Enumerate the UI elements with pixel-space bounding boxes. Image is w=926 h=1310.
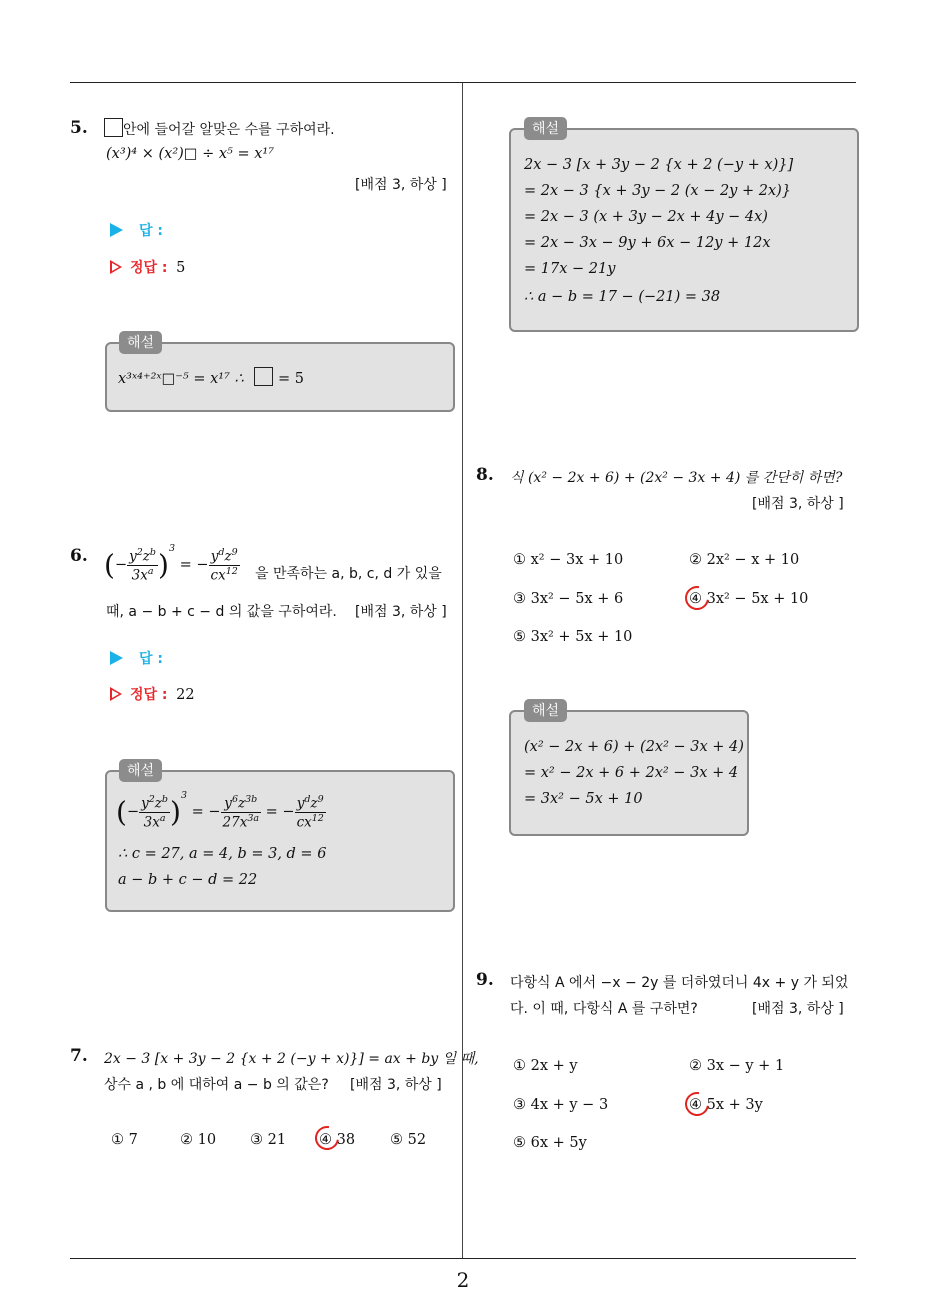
q7-choice-5[interactable]: ⑤ 52	[390, 1132, 427, 1148]
q5-solution-line: x³ˣ⁴⁺²ˣ□⁻⁵ = x¹⁷ ∴ = 5	[118, 367, 304, 387]
q6-equation: (− $\frac{y^2z^b}{3x^a}$ )$^3$ = − $\frac{y^dz^9}{cx^{12}}$	[104, 543, 238, 583]
q9-choice-1[interactable]: ① 2x + y	[513, 1058, 578, 1074]
q8-choice-1[interactable]: ① x² − 3x + 10	[513, 552, 624, 568]
q7-solution-line3: = 2x − 3 (x + 3y − 2x + 4y − 4x)	[524, 209, 768, 225]
bottom-rule	[70, 1258, 856, 1259]
selected-mark-icon	[310, 1121, 343, 1154]
q5-correct-row	[110, 257, 185, 277]
q5-score: [배점 3, 하상 ]	[355, 177, 447, 193]
q7-text1: 2x − 3 [x + 3y − 2 {x + 2 (−y + x)}] = ax + by 일 때,	[104, 1051, 479, 1067]
q9-score: [배점 3, 하상 ]	[752, 1001, 844, 1017]
play-arrow-icon	[110, 223, 123, 237]
q7-choice-1[interactable]: ① 7	[111, 1132, 138, 1148]
q7-solution-line5: = 17x − 21y	[524, 261, 616, 277]
q6-solution-tag: 해설	[119, 759, 162, 782]
q7-solution-line6: ∴ a − b = 17 − (−21) = 38	[524, 289, 721, 305]
q7-score: [배점 3, 하상 ]	[350, 1077, 442, 1093]
q9-choice-3[interactable]: ③ 4x + y − 3	[513, 1097, 609, 1113]
outline-arrow-icon	[110, 687, 122, 701]
q5-solution-tag: 해설	[119, 331, 162, 354]
q6-answer-row	[110, 648, 163, 668]
q7-solution-line2: = 2x − 3 {x + 3y − 2 (x − 2y + 2x)}	[524, 183, 792, 199]
q7-number: 7.	[70, 1046, 88, 1066]
blank-box-icon	[104, 118, 123, 137]
selected-mark-icon	[680, 581, 713, 614]
q7-choice-3[interactable]: ③ 21	[250, 1132, 287, 1148]
q7-solution-line4: = 2x − 3x − 9y + 6x − 12y + 12x	[524, 235, 771, 251]
q8-solution-line2: = x² − 2x + 6 + 2x² − 3x + 4	[524, 765, 739, 781]
q8-choice-2[interactable]: ② 2x² − x + 10	[689, 552, 800, 568]
q9-number: 9.	[476, 970, 494, 990]
q9-choice-5[interactable]: ⑤ 6x + 5y	[513, 1135, 587, 1151]
q6-text1: 을 만족하는 a, b, c, d 가 있을	[255, 566, 442, 582]
q5-question	[104, 118, 335, 139]
q7-choice-2[interactable]: ② 10	[180, 1132, 217, 1148]
q5-correct-value: 5	[176, 260, 186, 276]
blank-box-icon	[254, 367, 273, 386]
q7-solution-tag: 해설	[524, 117, 567, 140]
q7-choice-4[interactable]: ④ 38	[319, 1132, 356, 1148]
q8-solution-line1: (x² − 2x + 6) + (2x² − 3x + 4)	[524, 739, 744, 755]
q8-number: 8.	[476, 465, 494, 485]
q8-score: [배점 3, 하상 ]	[752, 496, 844, 512]
q6-correct-label: 정답 :	[130, 687, 168, 703]
q8-choice-4[interactable]: ④ 3x² − 5x + 10	[689, 591, 809, 607]
selected-mark-icon	[680, 1087, 713, 1120]
q8-choice-3[interactable]: ③ 3x² − 5x + 6	[513, 591, 624, 607]
outline-arrow-icon	[110, 260, 122, 274]
page-number: 2	[456, 1268, 470, 1292]
q6-answer-label: 답 :	[139, 651, 163, 667]
q6-text2: 때, a − b + c − d 의 값을 구하여라.	[106, 604, 337, 620]
q7-solution-line1: 2x − 3 [x + 3y − 2 {x + 2 (−y + x)}]	[524, 157, 794, 173]
q9-choice-4[interactable]: ④ 5x + 3y	[689, 1097, 763, 1113]
q6-correct-row	[110, 684, 195, 704]
q6-number: 6.	[70, 546, 88, 566]
q9-text2: 다. 이 때, 다항식 A 를 구하면?	[510, 1001, 698, 1017]
q8-text: 식 (x² − 2x + 6) + (2x² − 3x + 4) 를 간단히 하면?	[510, 470, 843, 486]
q5-answer-row	[110, 220, 163, 240]
top-rule	[70, 82, 856, 83]
q5-equation: (x³)⁴ × (x²)□ ÷ x⁵ = x¹⁷	[106, 146, 275, 162]
q7-text2: 상수 a , b 에 대하여 a − b 의 값은?	[104, 1077, 329, 1093]
q9-text1: 다항식 A 에서 −x − 2y 를 더하였더니 4x + y 가 되었	[510, 975, 849, 991]
q8-solution-line3: = 3x² − 5x + 10	[524, 791, 643, 807]
q6-solution-line1: (− $\frac{y^2z^b}{3x^a}$ )$^3$ = − $\frac{y^6z^{3b}}{27x^{3a}}$ = − $\frac{y^dz^9}{cx^{12}}$	[116, 790, 324, 830]
q5-text: 안에 들어갈 알맞은 수를 구하여라.	[123, 122, 335, 138]
q5-correct-label: 정답 :	[130, 260, 168, 276]
q6-solution-line3: a − b + c − d = 22	[118, 872, 258, 888]
play-arrow-icon	[110, 651, 123, 665]
q6-solution-line2: ∴ c = 27, a = 4, b = 3, d = 6	[118, 846, 327, 862]
q9-choice-2[interactable]: ② 3x − y + 1	[689, 1058, 785, 1074]
q8-choice-5[interactable]: ⑤ 3x² + 5x + 10	[513, 629, 633, 645]
q6-correct-value: 22	[176, 687, 195, 703]
q5-answer-label: 답 :	[139, 223, 163, 239]
q5-number: 5.	[70, 118, 88, 138]
q6-score: [배점 3, 하상 ]	[355, 604, 447, 620]
q8-solution-tag: 해설	[524, 699, 567, 722]
column-divider	[462, 83, 463, 1259]
